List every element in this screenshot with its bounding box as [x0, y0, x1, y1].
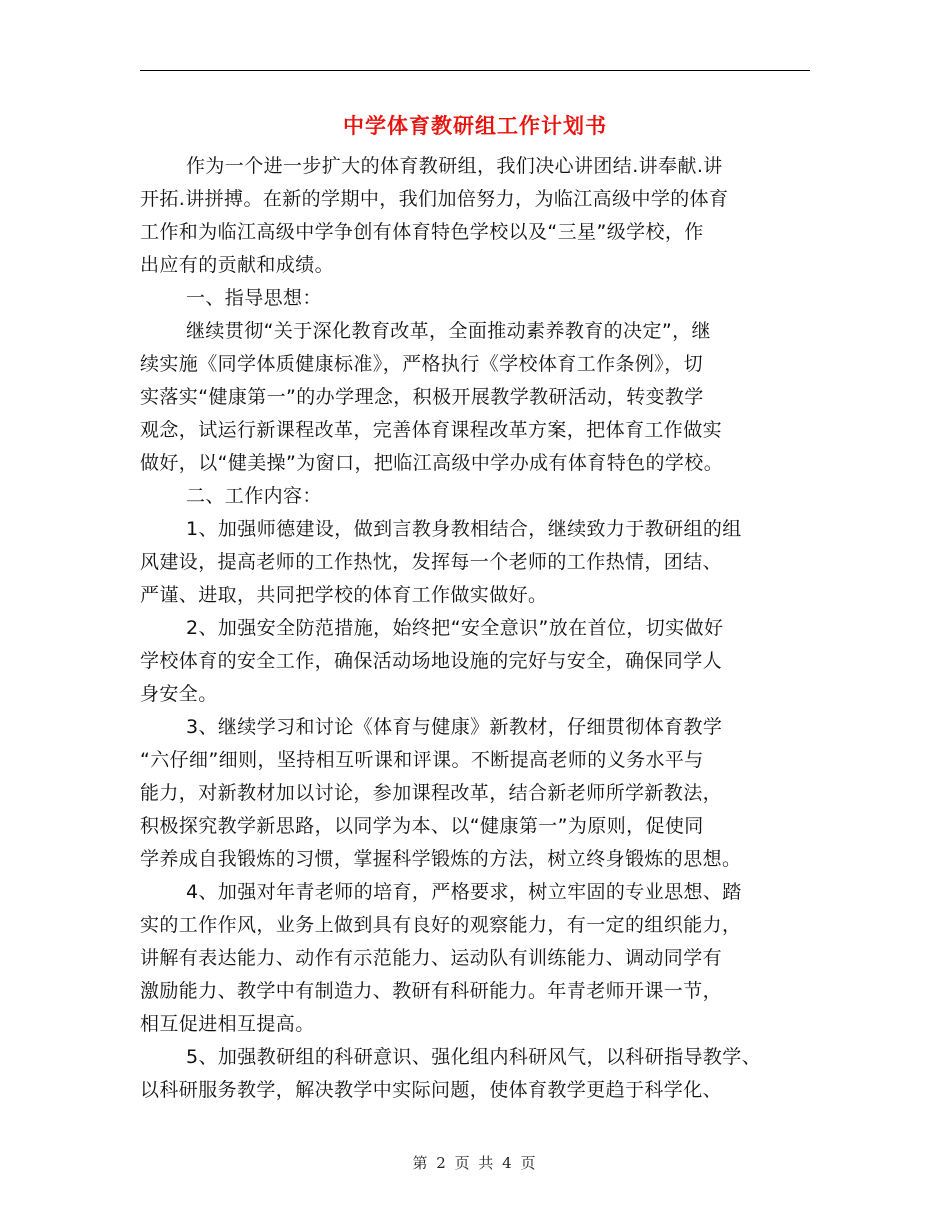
paragraph-line: 讲解有表达能力、动作有示范能力、运动队有训练能力、调动同学有 [140, 947, 723, 969]
paragraph-line: 继续贯彻“关于深化教育改革，全面推动素养教育的决定”，继 [186, 320, 711, 342]
paragraph-line: 作为一个进一步扩大的体育教研组，我们决心讲团结.讲奉献.讲 [186, 155, 723, 177]
document-body [140, 150, 825, 1107]
paragraph-line: “六仔细”细则，坚持相互听课和评课。不断提高老师的义务水平与 [140, 749, 704, 771]
paragraph-line: 2、加强安全防范措施，始终把“安全意识”放在首位，切实做好 [186, 617, 724, 639]
paragraph-line: 能力，对新教材加以讨论，参加课程改革，结合新老师所学新教法， [140, 782, 723, 804]
paragraph-line: 身安全。 [140, 683, 218, 705]
paragraph-line: 开拓.讲拼搏。在新的学期中，我们加倍努力，为临江高级中学的体育 [140, 188, 729, 210]
paragraph-line: 1、加强师德建设，做到言教身教相结合，继续致力于教研组的组 [186, 518, 742, 540]
paragraph-line: 5、加强教研组的科研意识、强化组内科研风气，以科研指导教学、 [186, 1046, 762, 1068]
paragraph-line: 工作和为临江高级中学争创有体育特色学校以及“三星”级学校，作 [140, 221, 704, 243]
document-title: 中学体育教研组工作计划书 [343, 113, 607, 138]
paragraph-line: 4、加强对年青老师的培育，严格要求，树立牢固的专业思想、踏 [186, 881, 742, 903]
section-heading: 一、指导思想： [186, 287, 322, 309]
paragraph-line: 观念，试运行新课程改革，完善体育课程改革方案，把体育工作做实 [140, 419, 723, 441]
paragraph-line: 学校体育的安全工作，确保活动场地设施的完好与安全，确保同学人 [140, 650, 723, 672]
paragraph-line: 做好，以“健美操”为窗口，把临江高级中学办成有体育特色的学校。 [140, 452, 724, 474]
paragraph-line: 相互促进相互提高。 [140, 1013, 315, 1035]
page-number: 第 2 页 共 4 页 [412, 1154, 538, 1172]
paragraph-line: 3、继续学习和讨论《体育与健康》新教材，仔细贯彻体育教学 [186, 716, 723, 738]
paragraph-line: 以科研服务教学，解决教学中实际问题，使体育教学更趋于科学化、 [140, 1079, 723, 1101]
paragraph-line: 实的工作作风，业务上做到具有良好的观察能力，有一定的组织能力， [140, 914, 742, 936]
paragraph-line: 学养成自我锻炼的习惯，掌握科学锻炼的方法，树立终身锻炼的思想。 [140, 848, 742, 870]
header-rule [140, 70, 810, 71]
paragraph-line: 风建设，提高老师的工作热忱，发挥每一个老师的工作热情，团结、 [140, 551, 723, 573]
paragraph-line: 出应有的贡献和成绩。 [140, 254, 335, 276]
section-heading: 二、工作内容： [186, 485, 322, 507]
paragraph-line: 严谨、进取，共同把学校的体育工作做实做好。 [140, 584, 548, 606]
paragraph-line: 积极探究教学新思路，以同学为本、以“健康第一”为原则，促使同 [140, 815, 704, 837]
paragraph-line: 激励能力、教学中有制造力、教研有科研能力。年青老师开课一节， [140, 980, 723, 1002]
paragraph-line: 续实施《同学体质健康标准》，严格执行《学校体育工作条例》，切 [140, 353, 704, 375]
paragraph-line: 实落实“健康第一”的办学理念，积极开展教学教研活动，转变教学 [140, 386, 704, 408]
